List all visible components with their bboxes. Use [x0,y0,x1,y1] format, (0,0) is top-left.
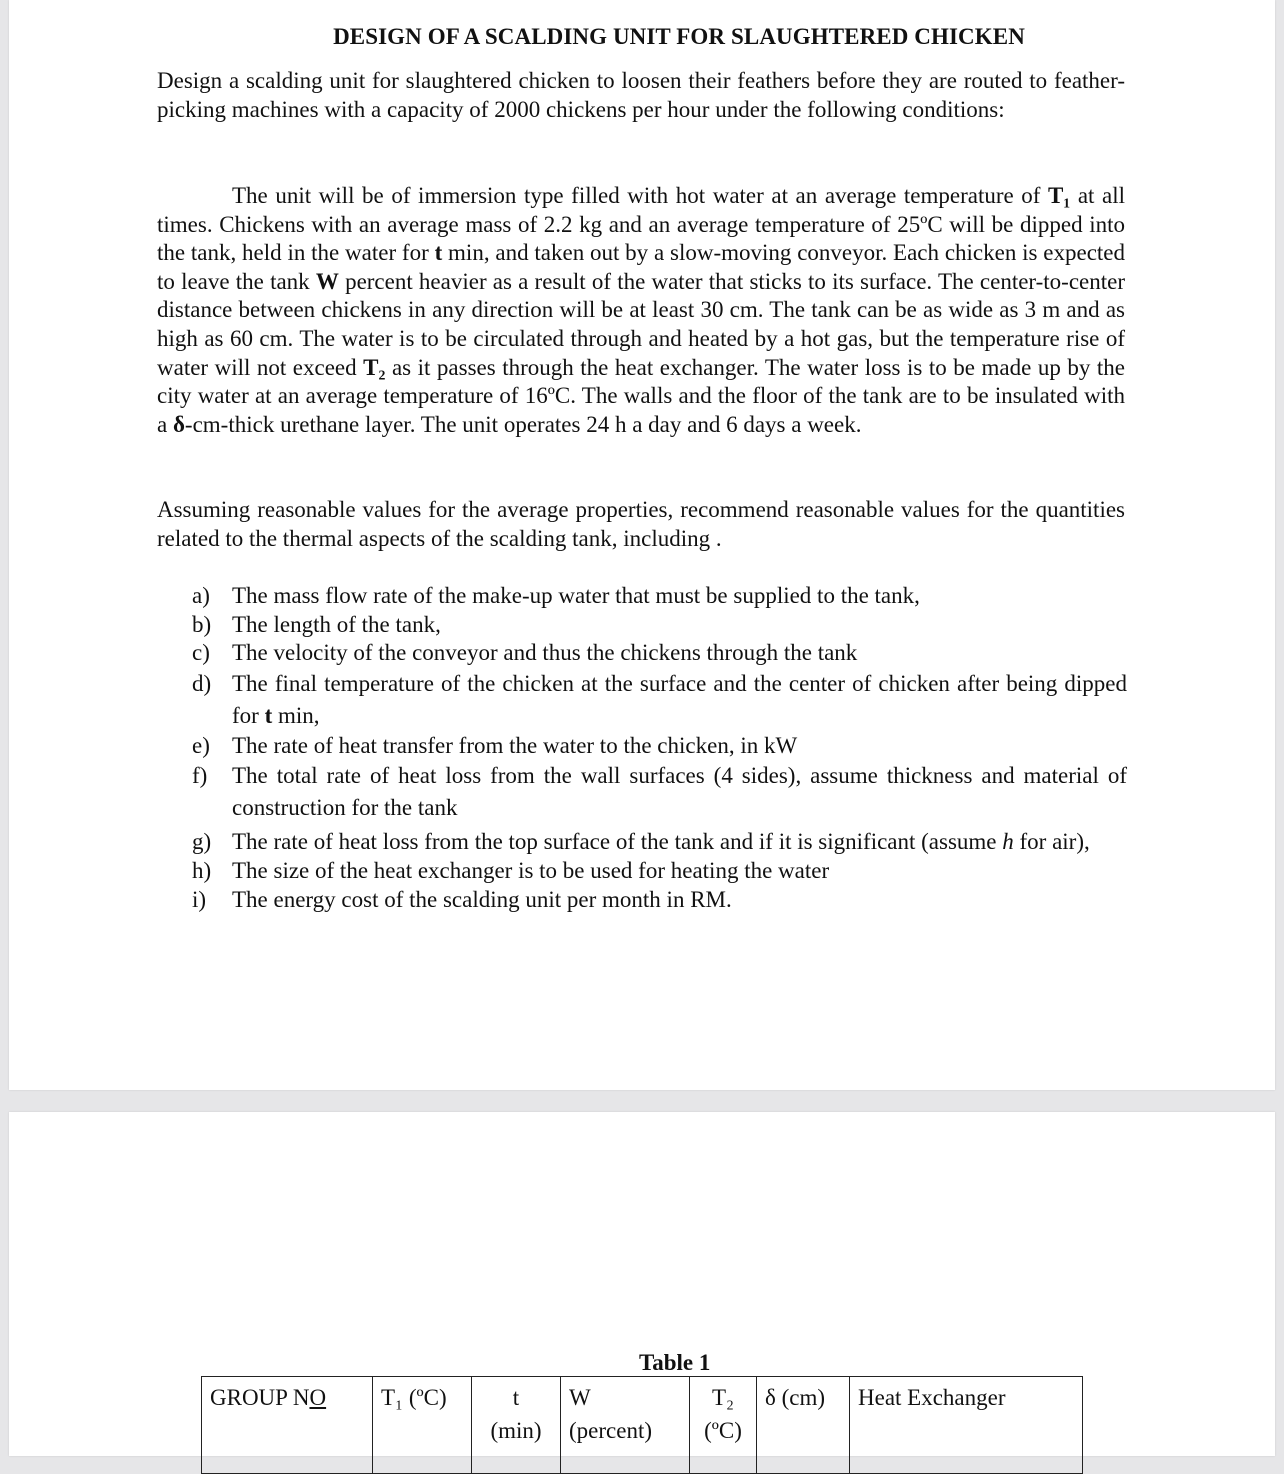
list-item [192,732,1127,761]
list-item-text: min, [272,702,320,728]
list-item [192,886,1127,915]
header-heat-exchanger: Heat Exchanger [850,1377,1083,1474]
header-t1: T₁ (ºC) [373,1377,472,1474]
list-marker: c) [192,640,210,666]
symbol-t: t [264,702,273,728]
symbol-t1: T₁ [1048,183,1071,208]
list-item [192,611,1127,640]
list-item-text: for air), [1013,829,1090,855]
document-page-1 [9,0,1275,1090]
symbol-h: h [1002,829,1014,855]
header-group-no: GROUP NO [202,1377,373,1474]
document-page-2 [9,1112,1275,1456]
table-header-row [202,1377,1083,1474]
list-marker: a) [192,583,210,608]
list-marker: d) [192,670,212,696]
list-item-text: The final temperature of the chicken at the surface and the center of chicken after being dipped for [232,670,1127,728]
header-t: t (min) [472,1377,561,1474]
list-item [192,668,1127,732]
list-marker: f) [192,763,208,789]
list-item [192,857,1127,886]
body-text-3: min, and taken out by a slow-moving conveyor. Each chicken is expected to leave the tank [157,240,1126,294]
list-item [192,828,1127,857]
list-item-text: The rate of heat loss from the top surface of the tank and if it is significant (assume [232,829,1003,855]
list-item-text: The velocity of the conveyor and thus the chickens through the tank [232,640,858,666]
table-caption: Table 1 [639,1350,711,1375]
list-marker: e) [192,732,210,758]
header-t2: T₂ (ºC) [690,1377,757,1474]
list-item-text: The energy cost of the scalding unit per month in RM. [232,886,732,912]
list-item-text: The mass flow rate of the make-up water that must be supplied to the tank, [232,583,920,608]
header-delta: δ (cm) [757,1377,850,1474]
list-marker: i) [192,886,207,912]
list-marker: b) [192,611,212,637]
document-title: DESIGN OF A SCALDING UNIT FOR SLAUGHTERED CHICKEN [333,24,1025,49]
header-w: W (percent) [561,1377,690,1474]
body-text-4: percent heavier as a result of the water that sticks to its surface. The center-to-center distance between chickens in any direction will be at least 30 cm. The tank can be as wide as 3 m and as high as 60 cm. The water is to be circulated through and heated by a hot gas, but the temperature rise of water will not exceed [157,268,1125,380]
body-text-2: at all times. Chickens with an average mass of 2.2 kg and an average temperature of 25ºC will be dipped into the tank, held in the water for [157,183,1125,266]
symbol-t2: T₂ [363,354,386,380]
symbol-w: W [315,268,339,294]
body-text-5: as it passes through the heat exchanger. The water loss is to be made up by the city water at an average temperature of 16ºC. The walls and the floor of the tank are to be insulated with a [157,354,1125,437]
list-item [192,760,1127,824]
assignment-table [201,1376,1083,1474]
conditions-paragraph [157,182,1125,439]
body-text-1: The unit will be of immersion type filled with hot water at an average temperature of [232,183,1049,208]
list-item-text: The total rate of heat loss from the wall surfaces (4 sides), assume thickness and material of construction for the tank [232,763,1127,821]
list-item-text: The length of the tank, [232,611,441,637]
symbol-t: t [434,240,443,266]
symbol-delta: δ [172,411,185,437]
list-marker: g) [192,829,212,855]
assumption-paragraph: Assuming reasonable values for the average properties, recommend reasonable values for the quantities related to the thermal aspects of the scalding tank, including . [157,497,1125,551]
list-item-text: The size of the heat exchanger is to be used for heating the water [232,857,830,883]
list-item [192,582,1127,611]
list-item-text: The rate of heat transfer from the water to the chicken, in kW [232,732,798,758]
list-item [192,639,1127,668]
intro-paragraph: Design a scalding unit for slaughtered chicken to loosen their feathers before they are routed to feather-picking machines with a capacity of 2000 chickens per hour under the following conditions: [157,68,1125,122]
body-text-6: -cm-thick urethane layer. The unit operates 24 h a day and 6 days a week. [184,411,862,437]
question-list [192,582,1127,914]
list-marker: h) [192,857,212,883]
